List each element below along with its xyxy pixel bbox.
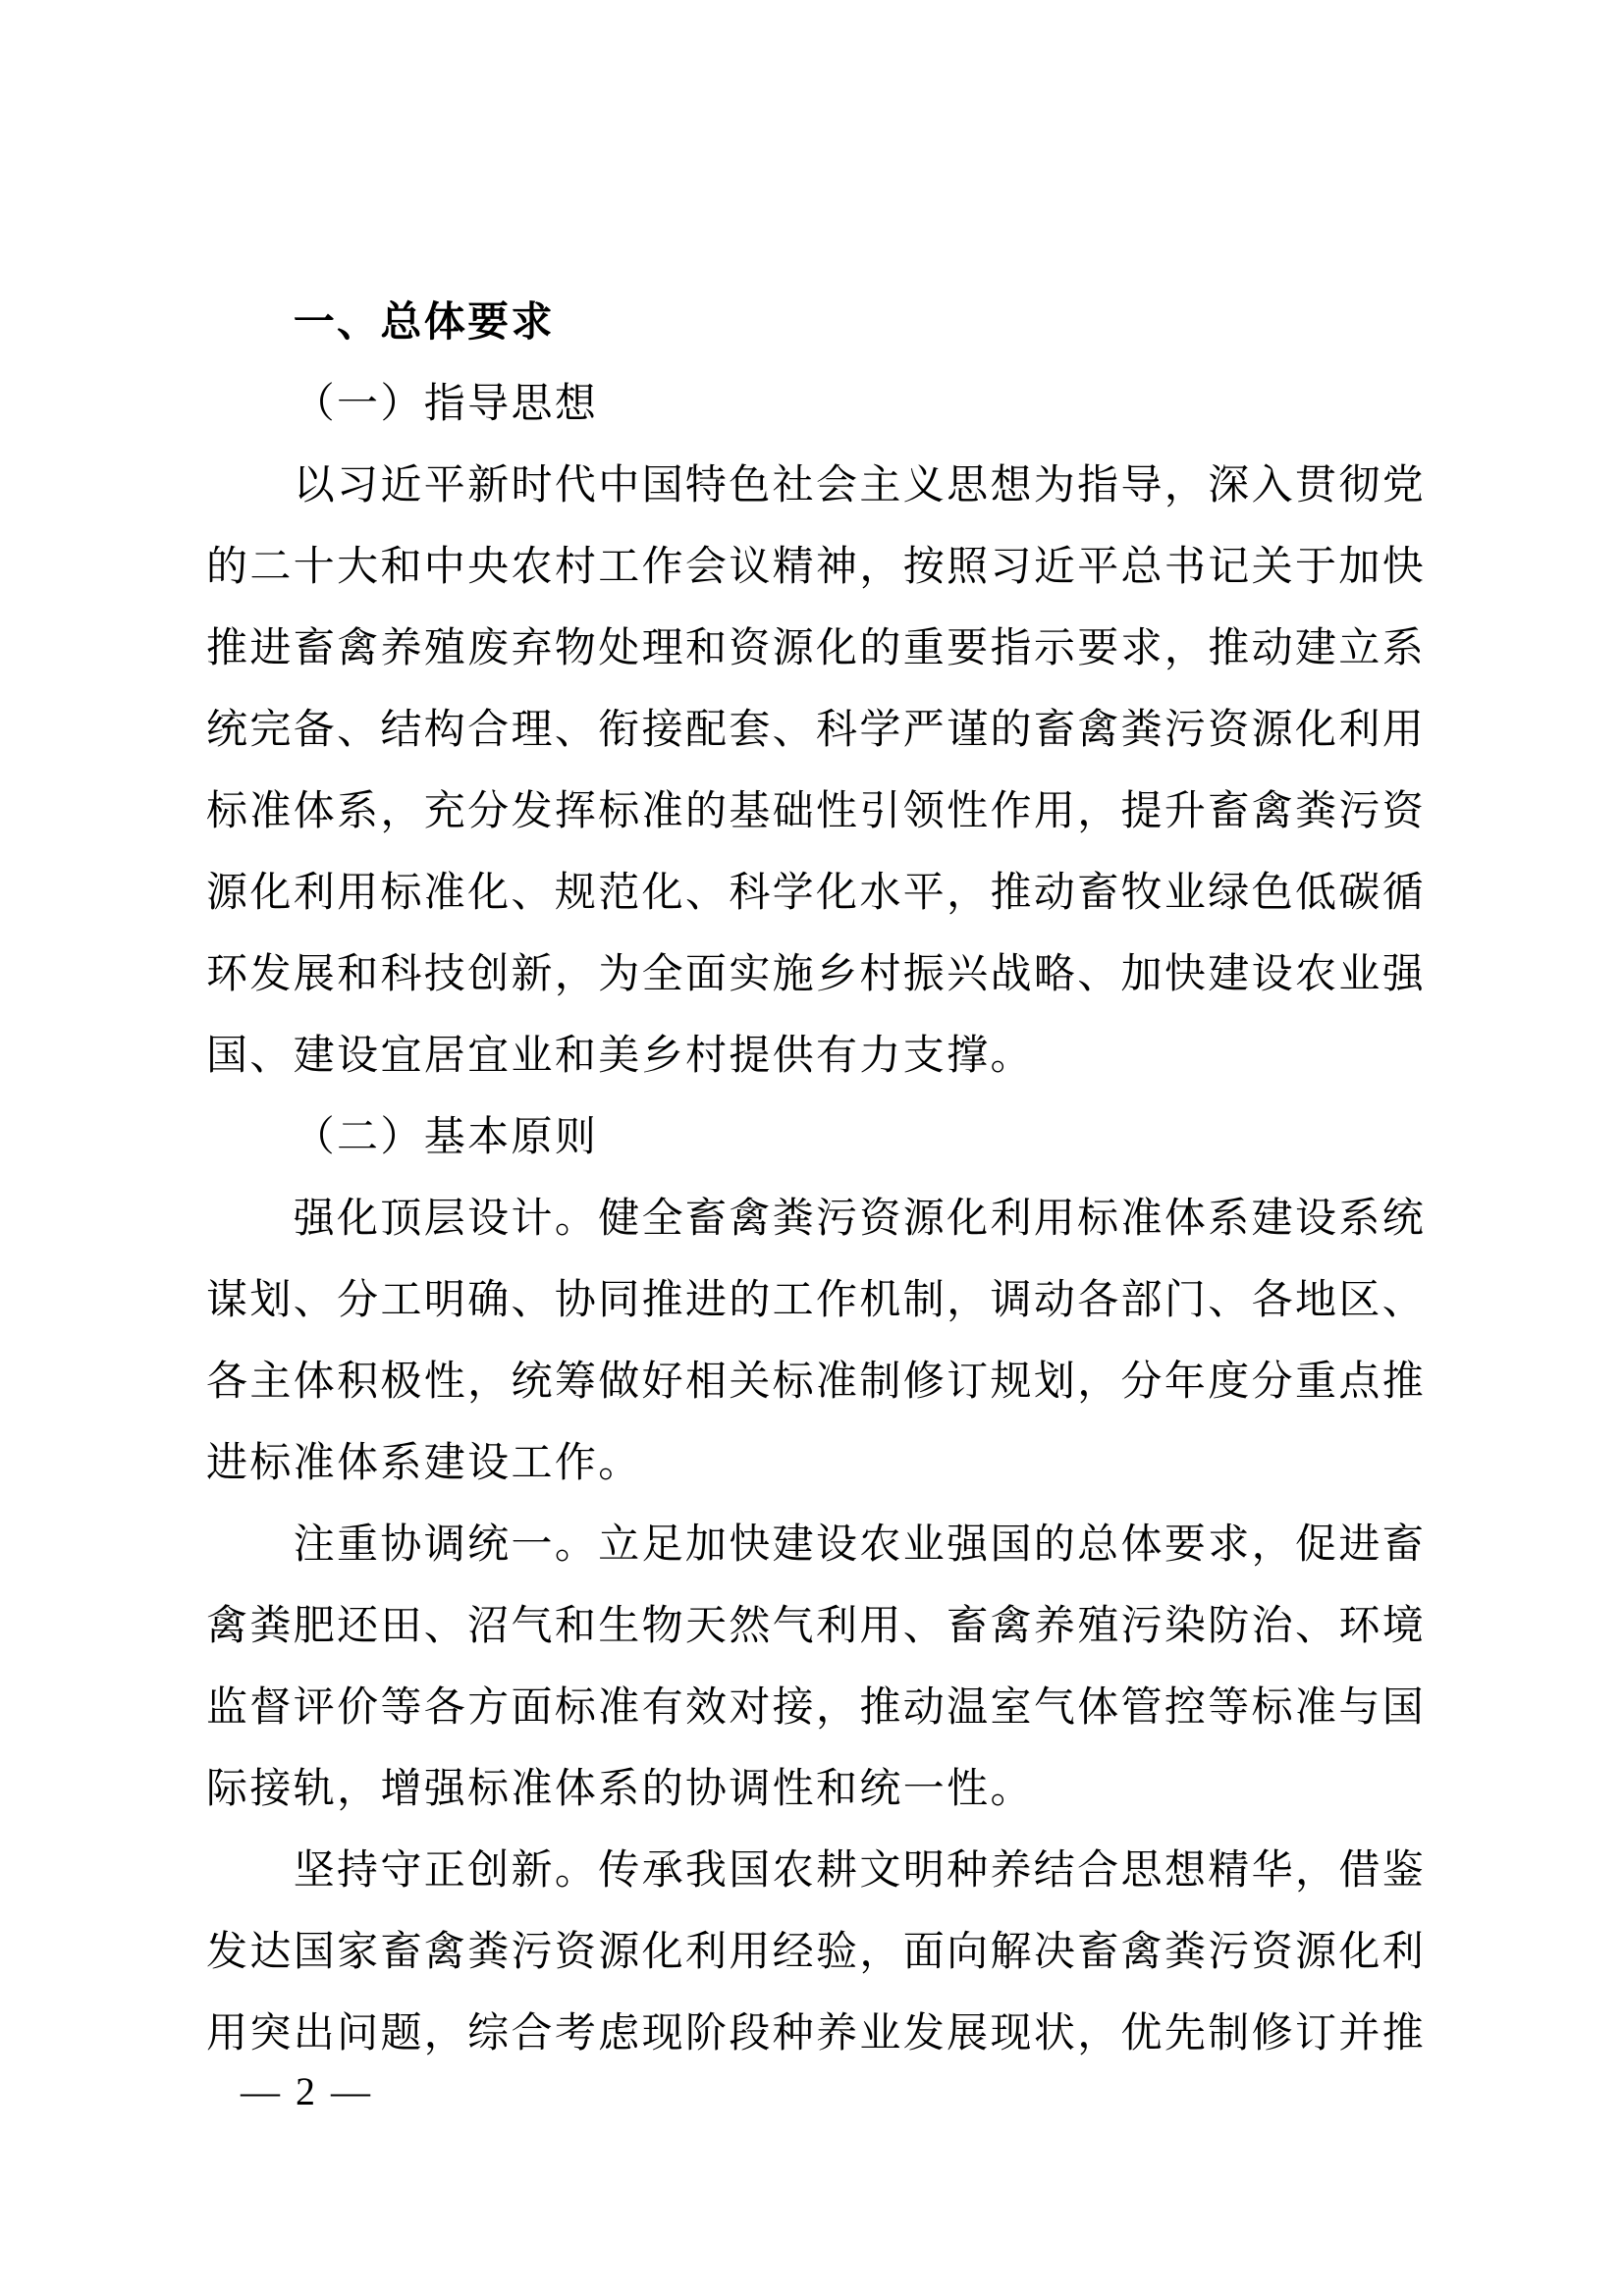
paragraph-line: 统完备、结构合理、衔接配套、科学严谨的畜禽粪污资源化利用 (206, 705, 1427, 753)
paragraph-line: 国、建设宜居宜业和美乡村提供有力支撑。 (206, 1031, 1034, 1079)
section-heading: 一、总体要求 (293, 297, 555, 346)
paragraph-line: 监督评价等各方面标准有效对接，推动温室气体管控等标准与国 (206, 1682, 1427, 1731)
subsection-title-guiding-ideology: （一）指导思想 (293, 379, 599, 427)
paragraph-line: 注重协调统一。立足加快建设农业强国的总体要求，促进畜 (293, 1520, 1427, 1568)
paragraph-guiding-ideology (206, 444, 1434, 1095)
subsection-title-basic-principles: （二）基本原则 (293, 1112, 599, 1160)
paragraph-line: 标准体系，充分发挥标准的基础性引领性作用，提升畜禽粪污资 (206, 786, 1427, 834)
paragraph-line: 推进畜禽养殖废弃物处理和资源化的重要指示要求，推动建立系 (206, 623, 1427, 671)
page-number: — 2 — (241, 2069, 373, 2113)
paragraph-line: 用突出问题，综合考虑现阶段种养业发展现状，优先制修订并推 (206, 2008, 1427, 2056)
paragraph-coordination-unity (206, 1503, 1434, 1829)
paragraph-line: 谋划、分工明确、协同推进的工作机制，调动各部门、各地区、 (206, 1275, 1427, 1323)
paragraph-line: 强化顶层设计。健全畜禽粪污资源化利用标准体系建设系统 (293, 1194, 1427, 1242)
paragraph-strengthen-top-design (206, 1177, 1434, 1503)
paragraph-line: 环发展和科技创新，为全面实施乡村振兴战略、加快建设农业强 (206, 949, 1427, 997)
paragraph-line: 的二十大和中央农村工作会议精神，按照习近平总书记关于加快 (206, 542, 1427, 590)
paragraph-line: 以习近平新时代中国特色社会主义思想为指导，深入贯彻党 (293, 460, 1427, 508)
paragraph-line: 发达国家畜禽粪污资源化利用经验，面向解决畜禽粪污资源化利 (206, 1927, 1427, 1975)
paragraph-line: 各主体积极性，统筹做好相关标准制修订规划，分年度分重点推 (206, 1357, 1427, 1405)
document-body (206, 281, 1434, 2073)
paragraph-line: 禽粪肥还田、沼气和生物天然气利用、畜禽养殖污染防治、环境 (206, 1601, 1427, 1649)
paragraph-line: 源化利用标准化、规范化、科学化水平，推动畜牧业绿色低碳循 (206, 868, 1427, 916)
paragraph-line: 际接轨，增强标准体系的协调性和统一性。 (206, 1764, 1034, 1812)
paragraph-line: 坚持守正创新。传承我国农耕文明种养结合思想精华，借鉴 (293, 1845, 1427, 1894)
paragraph-innovation (206, 1829, 1434, 2073)
paragraph-line: 进标准体系建设工作。 (206, 1438, 642, 1486)
